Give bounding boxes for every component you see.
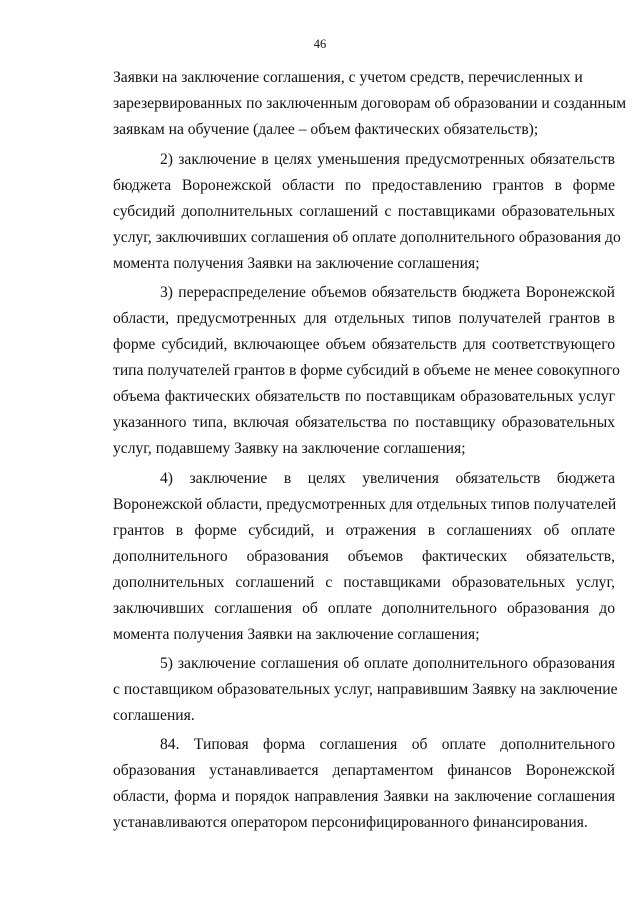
text-line: типа получателей грантов в форме субсидий в объеме не менее совокупного [113,362,620,379]
text-line: области, форма и порядок направления Заявки на заключение соглашения [113,788,615,805]
text-line: с поставщиком образовательных услуг, направившим Заявку на заключение [113,681,618,698]
text-line: зарезервированных по заключенным договорам об образовании и созданным [113,95,627,112]
text-line: образования устанавливается департаментом финансов Воронежской [113,762,615,779]
text-line: Заявки на заключение соглашения, с учетом средств, перечисленных и [113,69,583,86]
text-line: момента получения Заявки на заключение соглашения; [113,626,480,643]
text-line: 5) заключение соглашения об оплате дополнительного образования [160,655,615,672]
text-line: 2) заключение в целях уменьшения предусмотренных обязательств [160,151,615,168]
text-line: устанавливаются оператором персонифицированного финансирования. [113,814,588,831]
text-line: соглашения. [113,707,195,724]
text-line: форме субсидий, включающее объем обязательств для соответствующего [113,336,615,353]
text-line: заключивших соглашения об оплате дополнительного образования до [113,600,615,617]
text-line: субсидий дополнительных соглашений с поставщиками образовательных [113,203,615,220]
page-number: 46 [313,37,327,51]
text-line: грантов в форме субсидий, и отражения в соглашениях об оплате [113,522,615,539]
text-line: услуг, подавшему Заявку на заключение соглашения; [113,440,466,457]
text-line: 4) заключение в целях увеличения обязательств бюджета [160,470,615,487]
text-line: бюджета Воронежской области по предоставлению грантов в форме [113,177,615,194]
text-line: 3) перераспределение объемов обязательств бюджета Воронежской [160,284,615,301]
text-line: Воронежской области, предусмотренных для отдельных типов получателей [113,496,617,513]
text-line: области, предусмотренных для отдельных типов получателей грантов в [113,310,615,327]
text-line: момента получения Заявки на заключение соглашения; [113,255,480,272]
text-line: услуг, заключивших соглашения об оплате дополнительного образования до [113,229,621,246]
text-line: указанного типа, включая обязательства по поставщику образовательных [113,414,615,431]
text-line: дополнительного образования объемов фактических обязательств, [113,548,615,565]
text-line: объема фактических обязательств по поставщикам образовательных услуг [113,388,615,405]
text-line: заявкам на обучение (далее – объем фактических обязательств); [113,121,539,138]
text-line: 84. Типовая форма соглашения об оплате дополнительного [160,736,615,753]
text-line: дополнительных соглашений с поставщиками образовательных услуг, [113,574,615,591]
